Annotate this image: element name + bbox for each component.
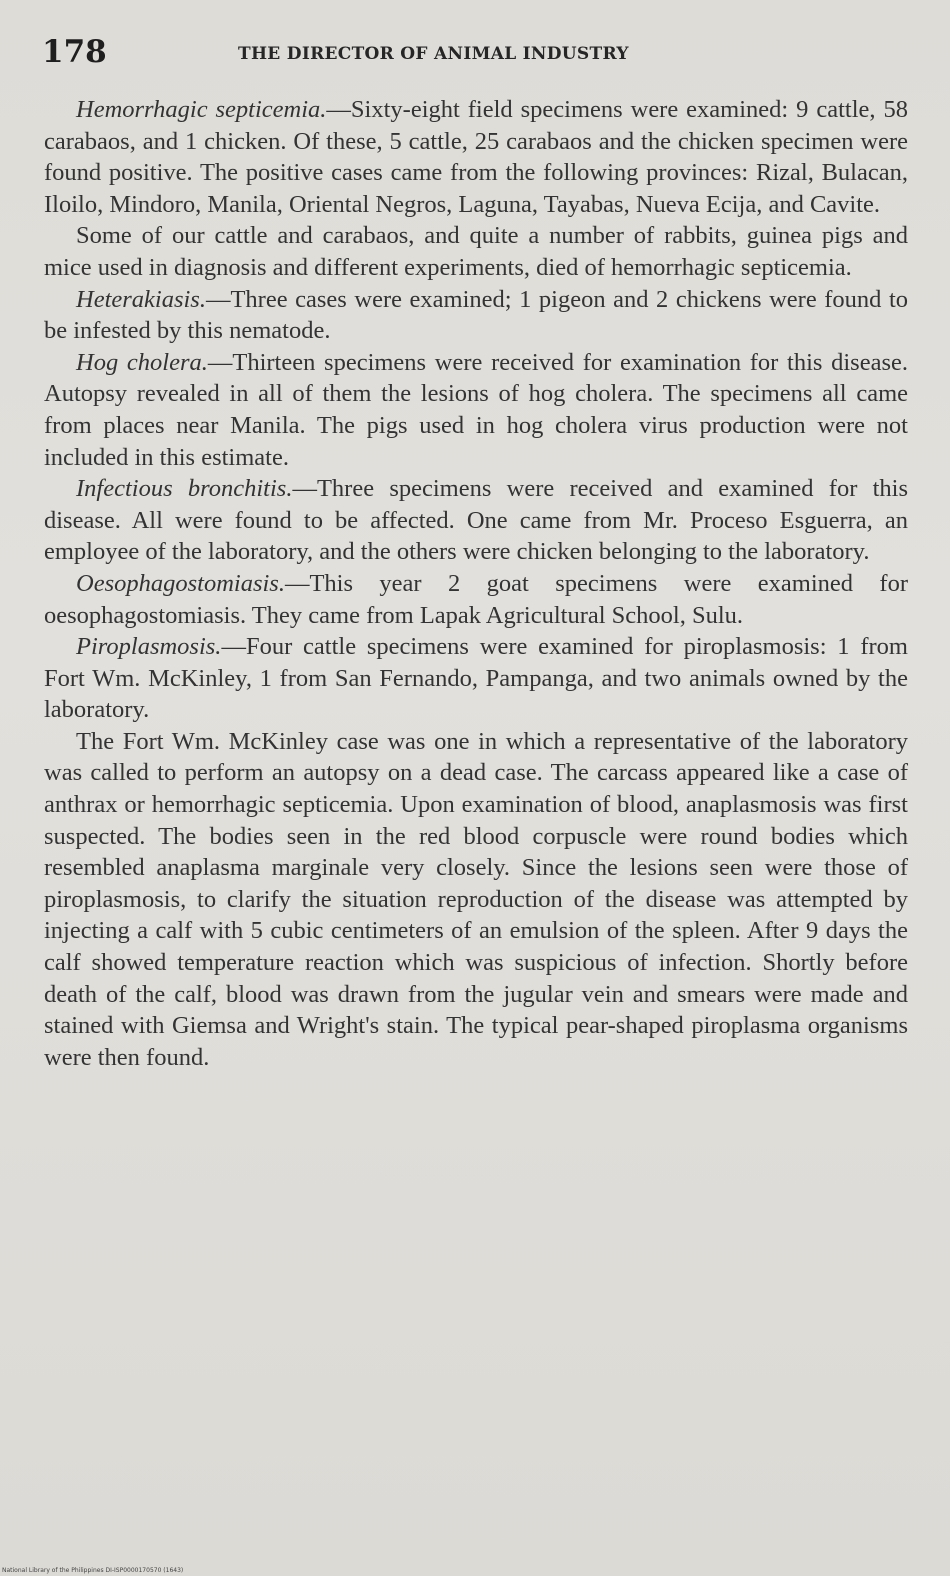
body-text xyxy=(44,94,908,1073)
paragraph-text: —This year 2 goat specimens were examined for oesophagostomiasis. They came from Lapak Agricultural School, Sulu. xyxy=(44,569,908,629)
paragraph-lead: Hog cholera. xyxy=(76,348,208,376)
paragraph-infectious-bronchitis xyxy=(44,473,908,568)
page-header xyxy=(42,34,912,74)
paragraph-piroplasmosis xyxy=(44,631,908,726)
running-head: THE DIRECTOR OF ANIMAL INDUSTRY xyxy=(238,44,629,64)
paragraph-text: —Four cattle specimens were examined for piroplasmosis: 1 from Fort Wm. McKinley, 1 from San Fernando, Pampanga, and two animals owned by the laboratory. xyxy=(44,633,908,724)
paragraph-text: —Three cases were examined; 1 pigeon and 2 chickens were found to be infested by this nematode. xyxy=(44,285,908,345)
paragraph-oesophagostomiasis xyxy=(44,568,908,631)
paragraph-hemorrhagic-septicemia xyxy=(44,94,908,220)
paragraph-lead: Heterakiasis. xyxy=(76,285,206,313)
paragraph-lead: Oesophagostomiasis. xyxy=(76,569,285,597)
paragraph-lead: Infectious bronchitis. xyxy=(76,475,293,503)
paragraph-text: The Fort Wm. McKinley case was one in which a representative of the laboratory was called to perform an autopsy on a dead case. The carcass appeared like a case of anthrax or hemorrhagic septicemia. Upon examination of blood, anaplasmosis was first suspected. The bodies seen in the red blood corpuscle were round bodies which resembled anaplasma marginale very closely. Since the lesions seen were those of piroplasmosis, to clarify the situation reproduction of the disease was attempted by injecting a calf with 5 cubic centimeters of an emulsion of the spleen. After 9 days the calf showed temperature reaction which was suspicious of infection. Shortly before death of the calf, blood was drawn from the jugular vein and smears were made and stained with Giemsa and Wright's stain. The typical pear-shaped piroplasma organisms were then found. xyxy=(44,727,908,1071)
paragraph-text: —Sixty-eight field specimens were examined: 9 cattle, 58 carabaos, and 1 chicken. Of these, 5 cattle, 25 carabaos and the chicken specimen were found positive. The positive cases came from the following provinces: Rizal, Bulacan, Iloilo, Mindoro, Manila, Oriental Negros, Laguna, Tayabas, Nueva Ecija, and Cavite. xyxy=(44,96,908,218)
paragraph-deaths xyxy=(44,220,908,283)
paragraph-lead: Hemorrhagic septicemia. xyxy=(76,96,327,123)
page-number: 178 xyxy=(42,34,107,70)
paragraph-hog-cholera xyxy=(44,347,908,473)
paragraph-mckinley-case xyxy=(44,726,908,1074)
paragraph-heterakiasis xyxy=(44,284,908,347)
paragraph-text: —Three specimens were received and examined for this disease. All were found to be affected. One came from Mr. Proceso Esguerra, an employee of the laboratory, and the others were chicken belonging to the laboratory. xyxy=(44,475,908,566)
paragraph-text: Some of our cattle and carabaos, and quite a number of rabbits, guinea pigs and mice used in diagnosis and different experiments, died of hemorrhagic septicemia. xyxy=(44,222,908,281)
scan-credit: National Library of the Philippines DI-ISP0000170570 (1643) xyxy=(2,1567,184,1574)
paragraph-lead: Piroplasmosis. xyxy=(76,633,222,661)
paragraph-text: —Thirteen specimens were received for examination for this disease. Autopsy revealed in all of them the lesions of hog cholera. The specimens all came from places near Manila. The pigs used in hog cholera virus production were not included in this estimate. xyxy=(44,348,908,471)
